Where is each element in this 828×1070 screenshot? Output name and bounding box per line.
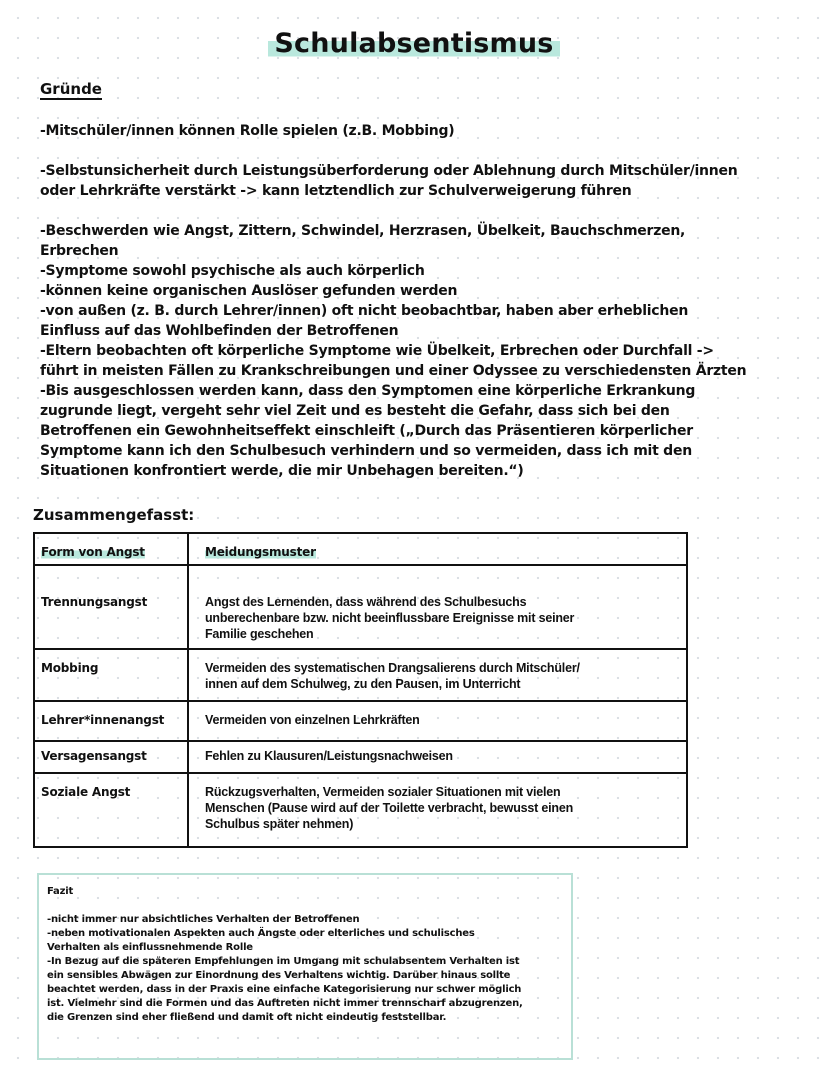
pattern-cell [188,565,687,649]
text-line: -Selbstunsicherheit durch Leistungsüberforderung oder Ablehnung durch Mitschüler/innen [40,163,738,179]
fazit-title: Fazit [47,886,74,897]
body-text [40,121,815,481]
table-row [34,773,687,847]
pattern-cell [188,773,687,847]
text-line: -Symptome sowohl psychische als auch körperlich [40,263,425,279]
text-line: oder Lehrkräfte verstärkt -> kann letztendlich zur Schulverweigerung führen [40,183,632,199]
pattern-line: unberechenbare bzw. nicht beeinflussbare Ereignisse mit seiner [205,611,575,625]
pattern-line: Rückzugsverhalten, Vermeiden sozialer Situationen mit vielen [205,785,561,799]
fazit-box [37,873,573,1060]
fazit-line: -nicht immer nur absichtliches Verhalten der Betroffenen [47,914,360,925]
text-line: -Eltern beobachten oft körperliche Symptome wie Übelkeit, Erbrechen oder Durchfall -> [40,343,714,359]
pattern-line: innen auf dem Schulweg, zu den Pausen, im Unterricht [205,677,521,691]
text-line: Symptome kann ich den Schulbesuch verhindern und so vermeiden, dass ich mit den [40,443,692,459]
fazit-line: Verhalten als einflussnehmende Rolle [47,942,253,953]
pattern-line: Angst des Lernenden, dass während des Schulbesuchs [205,595,527,609]
header-form-label: Form von Angst [41,545,145,559]
form-cell: Mobbing [34,649,188,701]
text-line: -Bis ausgeschlossen werden kann, dass den Symptomen eine körperliche Erkrankung [40,383,696,399]
pattern-cell [188,649,687,701]
form-cell: Trennungsangst [34,565,188,649]
fazit-line: ist. Vielmehr sind die Formen und das Auftreten nicht immer trennscharf abzugrenzen, [47,998,523,1009]
pattern-cell [188,741,687,773]
page-title: Schulabsentismus [268,28,559,59]
table-row [34,741,687,773]
text-line: -von außen (z. B. durch Lehrer/innen) oft nicht beobachtbar, haben aber erheblichen [40,303,689,319]
fazit-line: -In Bezug auf die späteren Empfehlungen im Umgang mit schulabsentem Verhalten ist [47,956,520,967]
table-row [34,565,687,649]
text-line: zugrunde liegt, vergeht sehr viel Zeit und es besteht die Gefahr, dass sich bei den [40,403,670,419]
header-form [34,533,188,565]
section-heading: Gründe [40,80,102,98]
pattern-cell [188,701,687,741]
text-line: -Mitschüler/innen können Rolle spielen (z.B. Mobbing) [40,123,455,139]
paragraph-gap [40,141,815,161]
text-line: -Beschwerden wie Angst, Zittern, Schwindel, Herzrasen, Übelkeit, Bauchschmerzen, [40,223,686,239]
fazit-line: ein sensibles Abwägen zur Einordnung des Verhaltens wichtig. Darüber hinaus sollte [47,970,511,981]
fazit-line: beachtet werden, dass in der Praxis eine einfache Kategorisierung nur schwer möglich [47,984,522,995]
header-pattern [188,533,687,565]
summary-label: Zusammengefasst: [33,506,195,524]
form-cell: Versagensangst [34,741,188,773]
header-pattern-label: Meidungsmuster [205,545,316,559]
page-title-wrap [0,28,828,59]
pattern-line: Menschen (Pause wird auf der Toilette verbracht, bewusst einen [205,801,574,815]
pattern-line: Schulbus später nehmen) [205,817,354,831]
table-row [34,649,687,701]
text-line: führt in meisten Fällen zu Krankschreibungen und einer Odyssee zu verschiedensten Ärzten [40,363,747,379]
table-header-row [34,533,687,565]
pattern-line: Fehlen zu Klausuren/Leistungsnachweisen [205,749,453,763]
pattern-line: Familie geschehen [205,627,314,641]
pattern-line: Vermeiden von einzelnen Lehrkräften [205,713,420,727]
pattern-line: Vermeiden des systematischen Drangsalierens durch Mitschüler/ [205,661,580,675]
text-line: Situationen konfrontiert werde, die mir Unbehagen bereiten.“) [40,463,524,479]
text-line: Betroffenen ein Gewohnheitseffekt einschleift („Durch das Präsentieren körperlicher [40,423,693,439]
text-line: -können keine organischen Auslöser gefunden werden [40,283,458,299]
text-line: Einfluss auf das Wohlbefinden der Betroffenen [40,323,399,339]
fazit-line: die Grenzen sind eher fließend und damit oft nicht eindeutig feststellbar. [47,1012,447,1023]
form-cell: Soziale Angst [34,773,188,847]
form-cell: Lehrer*innenangst [34,701,188,741]
paragraph-gap [40,201,815,221]
anxiety-table [33,532,688,848]
text-line: Erbrechen [40,243,119,259]
table-row [34,701,687,741]
fazit-line: -neben motivationalen Aspekten auch Ängste oder elterliches und schulisches [47,928,475,939]
